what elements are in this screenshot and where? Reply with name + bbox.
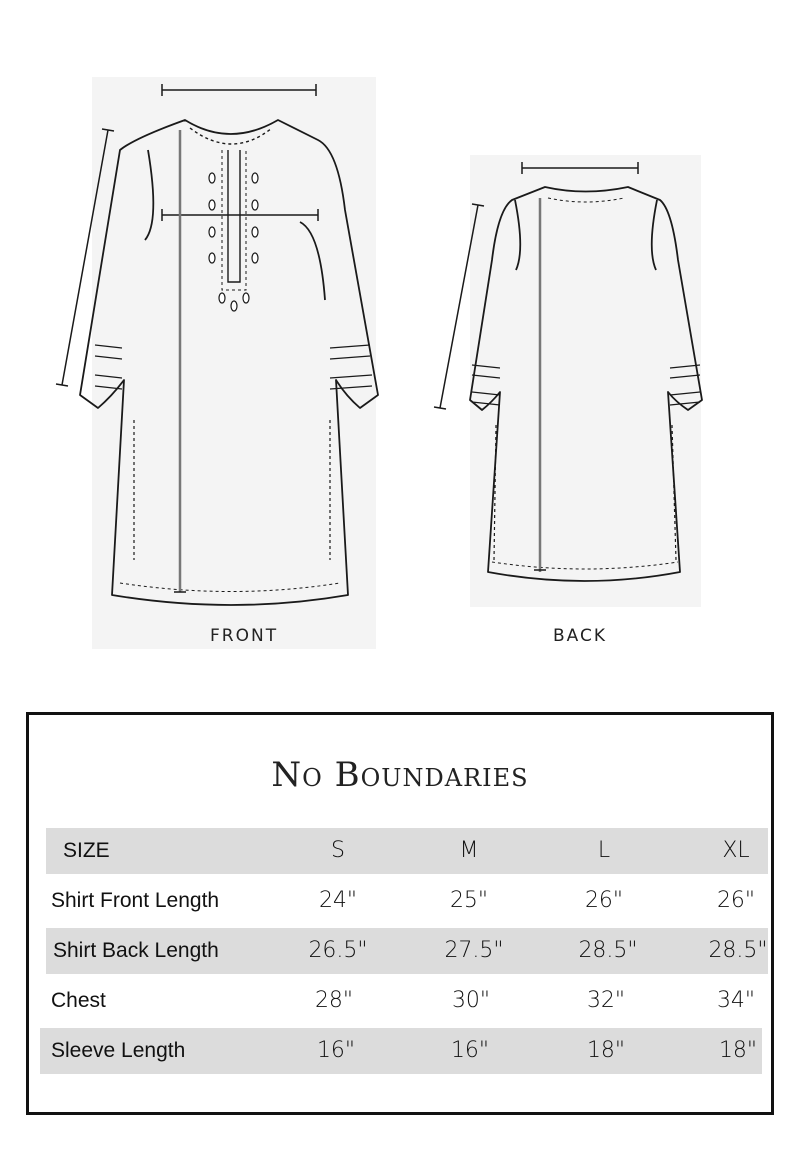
row-label: Shirt Front Length bbox=[51, 889, 220, 912]
value-cell: 34" bbox=[716, 988, 756, 1013]
size-m: M bbox=[459, 838, 479, 863]
value-cell: 18" bbox=[586, 1038, 626, 1063]
size-header-label: SIZE bbox=[63, 839, 110, 862]
value-cell: 16" bbox=[450, 1038, 490, 1063]
value-cell: 18" bbox=[718, 1038, 758, 1063]
value-cell: 28.5" bbox=[708, 938, 768, 963]
value-cell: 25" bbox=[449, 888, 489, 913]
value-cell: 28.5" bbox=[578, 938, 638, 963]
table-row bbox=[40, 1028, 762, 1074]
size-s: S bbox=[331, 838, 345, 863]
table-row bbox=[46, 878, 768, 924]
table-row bbox=[46, 978, 768, 1024]
size-header-row bbox=[46, 828, 768, 874]
value-cell: 28" bbox=[314, 988, 354, 1013]
front-view-label: FRONT bbox=[210, 626, 279, 646]
row-label: Shirt Back Length bbox=[53, 939, 219, 962]
value-cell: 30" bbox=[451, 988, 491, 1013]
size-xl: XL bbox=[722, 838, 750, 863]
row-label: Chest bbox=[51, 989, 106, 1012]
size-l: L bbox=[597, 838, 611, 863]
value-cell: 16" bbox=[316, 1038, 356, 1063]
brand-title: No Boundaries bbox=[271, 755, 529, 795]
value-cell: 26.5" bbox=[308, 938, 368, 963]
value-cell: 27.5" bbox=[444, 938, 504, 963]
value-cell: 26" bbox=[584, 888, 624, 913]
table-row bbox=[46, 928, 768, 974]
value-cell: 32" bbox=[586, 988, 626, 1013]
value-cell: 26" bbox=[716, 888, 756, 913]
row-label: Sleeve Length bbox=[51, 1039, 186, 1062]
size-chart bbox=[26, 712, 774, 1115]
back-view-label: BACK bbox=[553, 626, 608, 646]
value-cell: 24" bbox=[318, 888, 358, 913]
